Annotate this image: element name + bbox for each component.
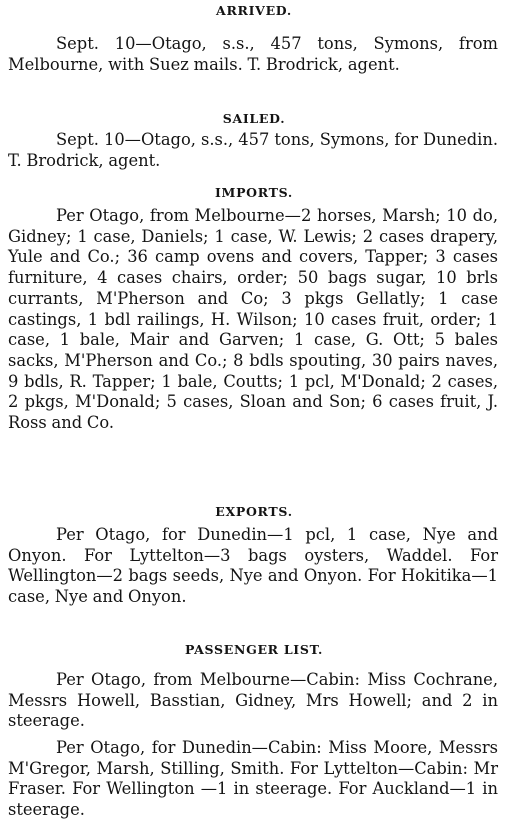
exports-paragraph: Per Otago, for Dunedin—1 pcl, 1 case, Nye and Onyon. For Lyttelton—3 bags oysters, Waddel. For Wellington—2 bags seeds, Nye and Onyon. For Hokitika—1 case, Nye and Onyon. xyxy=(8,525,498,607)
sailed-paragraph: Sept. 10—Otago, s.s., 457 tons, Symons, for Dunedin. T. Brodrick, agent. xyxy=(8,130,498,170)
sailed-heading: SAILED. xyxy=(222,111,286,126)
passenger-list-heading: PASSENGER LIST. xyxy=(184,642,324,657)
exports-heading: EXPORTS. xyxy=(215,504,293,519)
passenger-paragraph-arrivals: Per Otago, from Melbourne—Cabin: Miss Cochrane, Messrs Howell, Basstian, Gidney, Mrs Howell; and 2 in steerage. xyxy=(8,670,498,731)
imports-paragraph: Per Otago, from Melbourne—2 horses, Marsh; 10 do, Gidney; 1 case, Daniels; 1 case, W. Lewis; 2 cases drapery, Yule and Co.; 36 camp ovens and covers, Tapper; 3 cases furniture, 4 cases chairs, order; 50 bags sugar, 10 brls currants, M'Pherson and Co; 3 pkgs Gellatly; 1 case castings, 1 bdl railings, H. Wilson; 10 cases fruit, order; 1 case, 1 bale, Mair and Garven; 1 case, G. Ott; 5 bales sacks, M'Pherson and Co.; 8 bdls spouting, 30 pairs naves, 9 bdls, R. Tapper; 1 bale, Coutts; 1 pcl, M'Donald; 2 cases, 2 pkgs, M'Donald; 5 cases, Sloan and Son; 6 cases fruit, J. Ross and Co. xyxy=(8,206,498,433)
imports-heading: IMPORTS. xyxy=(215,185,293,200)
arrived-heading: ARRIVED. xyxy=(216,3,292,18)
arrived-paragraph: Sept. 10—Otago, s.s., 457 tons, Symons, from Melbourne, with Suez mails. T. Brodrick, agent. xyxy=(8,34,498,74)
passenger-paragraph-departures: Per Otago, for Dunedin—Cabin: Miss Moore, Messrs M'Gregor, Marsh, Stilling, Smith. For Lyttelton—Cabin: Mr Fraser. For Wellington —1 in steerage. For Auckland—1 in steerage. xyxy=(8,738,498,820)
